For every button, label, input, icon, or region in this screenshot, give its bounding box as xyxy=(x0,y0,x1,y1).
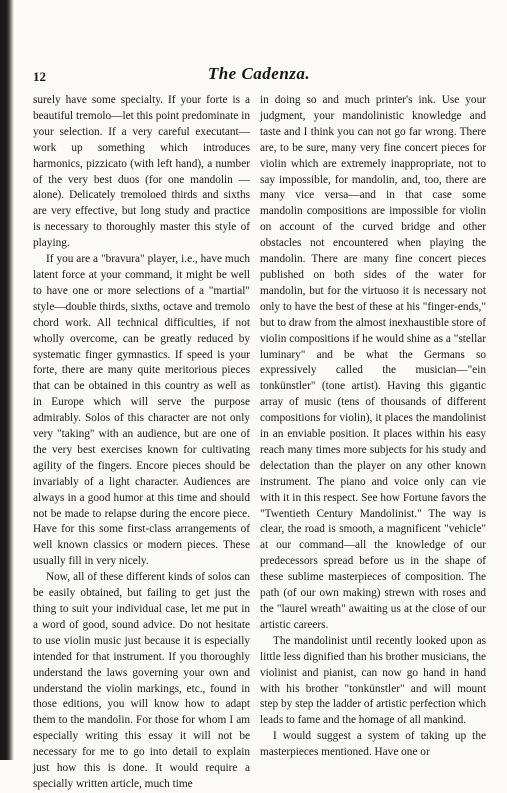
paragraph: Now, all of these different kinds of solos can be easily obtained, but failing to get just the thing to suit your individual case, let me put in a word of good, sound advice. Do not hesitate to use violin music just because it is especially intended for that instrument. If you thoroughly understand the laws governing your own and understand the violin markings, etc., found in those editions, you will know how to adapt them to the mandolin. For those for whom I am especially writing this essay it will not be necessary for me to go into detail to explain just how this is done. It would require a specially written article, much time xyxy=(33,571,250,790)
page-binding-edge xyxy=(0,0,14,760)
page-number: 12 xyxy=(33,69,46,84)
paragraph: The mandolinist until recently looked upon as little less dignified than his brother musicians, the violinist and pianist, can now go hand in hand with his brother "tonkünstler" and will mount step by step the ladder of artistic perfection which leads to fame and the homage of all mankind. xyxy=(260,634,486,727)
paragraph: surely have some specialty. If your forte is a beautiful tremolo—let this point predominate in your selection. If a very careful executant—work up something which introduces harmonics, pizzicato (with left hand), a number of the very best duos (for one mandolin — alone). Delicately tremoloed thirds and sixths are very effective, but long study and practice is necessary to thoroughly master this style of playing. xyxy=(33,94,250,250)
paragraph: If you are a "bravura" player, i.e., have much latent force at your command, it might be well to have one or more selections of a "martial" style—double thirds, sixths, octave and tremolo chord work. All technical difficulties, if not wholly overcome, can be greatly reduced by systematic finger gymnastics. If speed is your forte, there are many quite meritorious pieces that can be obtained in this country as well as in Europe which will serve the purpose admirably. Solos of this character are not only very "taking" with an audience, but are one of the very best exercises known for cultivating agility of the fingers. Encore pieces should be invariably of a light character. Audiences are always in a good humor at this time and should not be made to relapse during the encore piece. Have for this some first-class arrangements of well known classics or modern pieces. These usually fill in very nicely. xyxy=(33,253,250,568)
page-header xyxy=(33,64,485,88)
paragraph: I would suggest a system of taking up the masterpieces mentioned. Have one or xyxy=(260,730,486,759)
column-gutter xyxy=(253,100,254,730)
paragraph: in doing so and much printer's ink. Use your judgment, your mandolinistic knowledge and taste and I think you can not go far wrong. There are, to be sure, many very fine concert pieces for violin which are extremely inappropriate, not to say impossible, for mandolin, and, too, there are many vice versa—and in that case some mandolin compositions are impossible for violin on account of the curved bridge and other obstacles not encountered when playing the mandolin. There are many fine concert pieces published on both sides of the water for mandolin, but for the virtuoso it is necessary not only to have the best of these at his "finger-ends," but to draw from the almost inexhaustible store of violin compositions if he would shine as a "stellar luminary" and be what the Germans so expressively called the musician—"ein tonkünstler" (tone artist). Having this gigantic array of music (tens of thousands of different compositions for violin), it places the mandolinist in an enviable position. It places within his easy reach many times more subjects for his study and delectation than the player on any other known instrument. The piano and voice only can vie with it in this respect. See how Fortune favors the "Twentieth Century Mandolinist." The way is clear, the road is smooth, a magnificent "vehicle" at our command—all the knowledge of our predecessors spread before us in the shape of these sublime masterpieces of composition. The path (of our own making) strewn with roses and the "laurel wreath" awaiting us at the close of our artistic careers. xyxy=(260,94,486,631)
left-column xyxy=(33,93,250,793)
right-column xyxy=(260,93,486,761)
running-title: The Cadenza. xyxy=(207,64,311,83)
